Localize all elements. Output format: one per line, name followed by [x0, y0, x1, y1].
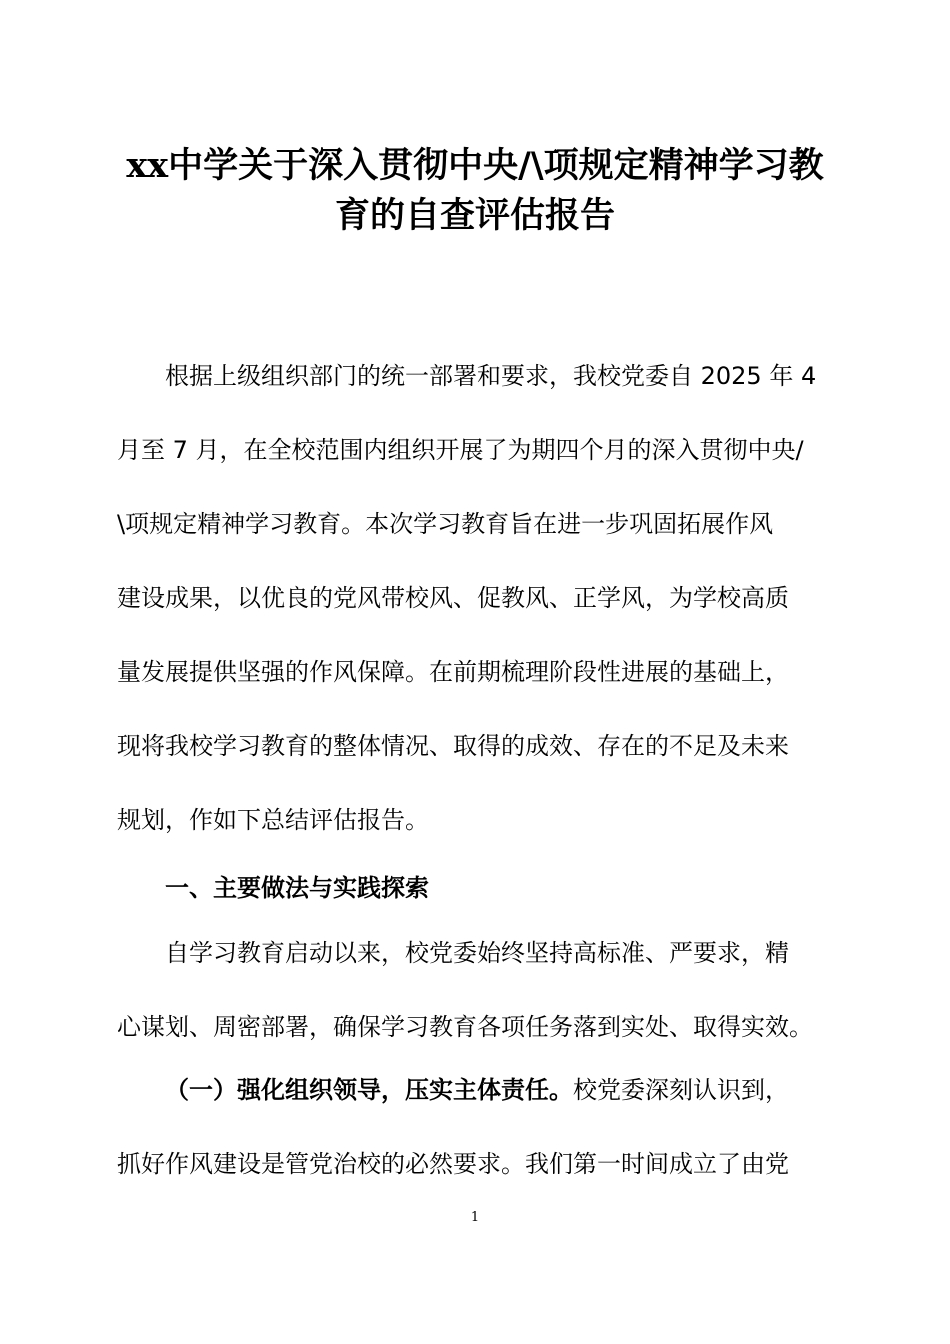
paragraph-line: 自学习教育启动以来，校党委始终坚持高标准、严要求，精 — [165, 939, 789, 967]
paragraph-line: 现将我校学习教育的整体情况、取得的成效、存在的不足及未来 — [117, 732, 789, 760]
document-title-line-1: xx中学关于深入贯彻中央/\项规定精神学习教 — [126, 145, 824, 186]
paragraph-line: 心谋划、周密部署，确保学习教育各项任务落到实处、取得实效。 — [117, 1013, 813, 1041]
paragraph-line: 根据上级组织部门的统一部署和要求，我校党委自 2025 年 4 — [165, 362, 817, 390]
subsection-text: 校党委深刻认识到， — [573, 1076, 789, 1104]
paragraph-line: \项规定精神学习教育。本次学习教育旨在进一步巩固拓展作风 — [117, 510, 774, 538]
page-number: 1 — [470, 1210, 480, 1225]
paragraph-line: 量发展提供坚强的作风保障。在前期梳理阶段性进展的基础上， — [117, 658, 789, 686]
section-heading: 一、主要做法与实践探索 — [165, 874, 429, 902]
paragraph-line: 月至 7 月，在全校范围内组织开展了为期四个月的深入贯彻中央/ — [117, 436, 804, 464]
paragraph-line: 建设成果，以优良的党风带校风、促教风、正学风，为学校高质 — [117, 584, 789, 612]
paragraph-line: 抓好作风建设是管党治校的必然要求。我们第一时间成立了由党 — [117, 1150, 789, 1178]
subsection-line — [165, 1074, 855, 1106]
subsection-heading: （一）强化组织领导，压实主体责任。 — [165, 1076, 573, 1104]
document-title-line-2: 育的自查评估报告 — [334, 195, 615, 236]
paragraph-line: 规划，作如下总结评估报告。 — [117, 806, 429, 834]
